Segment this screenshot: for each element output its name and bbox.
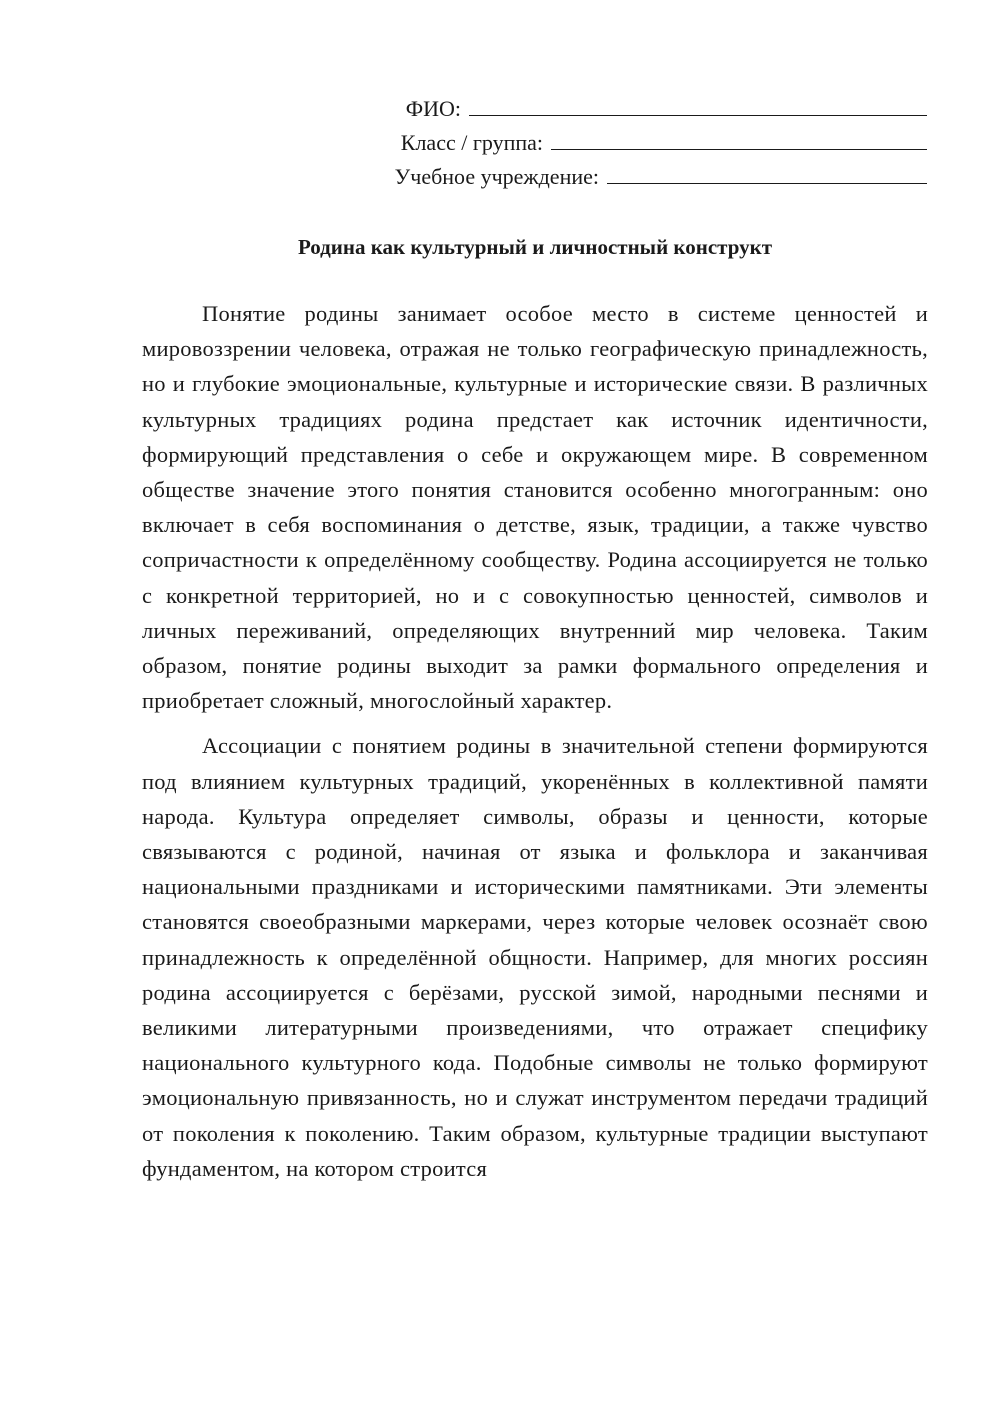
class-field-row xyxy=(327,126,927,160)
paragraph-2: Ассоциации с понятием родины в значительной степени формируются под влиянием культурных традиций, укоренённых в коллективной памяти народа. Культура определяет символы, образы и ценности, которые связываются с родиной, начиная от языка и фольклора и заканчивая национальными праздниками и историческими памятниками. Эти элементы становятся своеобразными маркерами, через которые человек осознаёт свою принадлежность к определённой общности. Например, для многих россиян родина ассоциируется с берёзами, русской зимой, народными песнями и великими литературными произведениями, что отражает специфику национального культурного кода. Подобные символы не только формируют эмоциональную привязанность, но и служат инструментом передачи традиций от поколения к поколению. Таким образом, культурные традиции выступают фундаментом, на котором строится xyxy=(142,733,928,1181)
school-label: Учебное учреждение: xyxy=(394,164,599,189)
class-blank-line xyxy=(551,129,927,150)
school-field-row xyxy=(327,160,927,194)
class-label: Класс / группа: xyxy=(400,130,543,155)
fio-field-row xyxy=(327,92,927,126)
student-info-block xyxy=(327,92,927,194)
paragraph-1: Понятие родины занимает особое место в системе ценностей и мировоззрении человека, отражая не только географическую принадлежность, но и глубокие эмоциональные, культурные и исторические связи. В различных культурных традициях родина предстает как источник идентичности, формирующий представления о себе и окружающем мире. В современном обществе значение этого понятия становится особенно многогранным: оно включает в себя воспоминания о детстве, язык, традиции, а также чувство сопричастности к определённому сообществу. Родина ассоциируется не только с конкретной территорией, но и с совокупностью ценностей, символов и личных переживаний, определяющих внутренний мир человека. Таким образом, понятие родины выходит за рамки формального определения и приобретает сложный, многослойный характер. xyxy=(142,301,928,714)
fio-label: ФИО: xyxy=(405,96,461,121)
school-blank-line xyxy=(607,163,927,184)
document-body xyxy=(142,296,928,1196)
document-title: Родина как культурный и личностный конструкт xyxy=(297,235,773,259)
fio-blank-line xyxy=(469,95,927,116)
